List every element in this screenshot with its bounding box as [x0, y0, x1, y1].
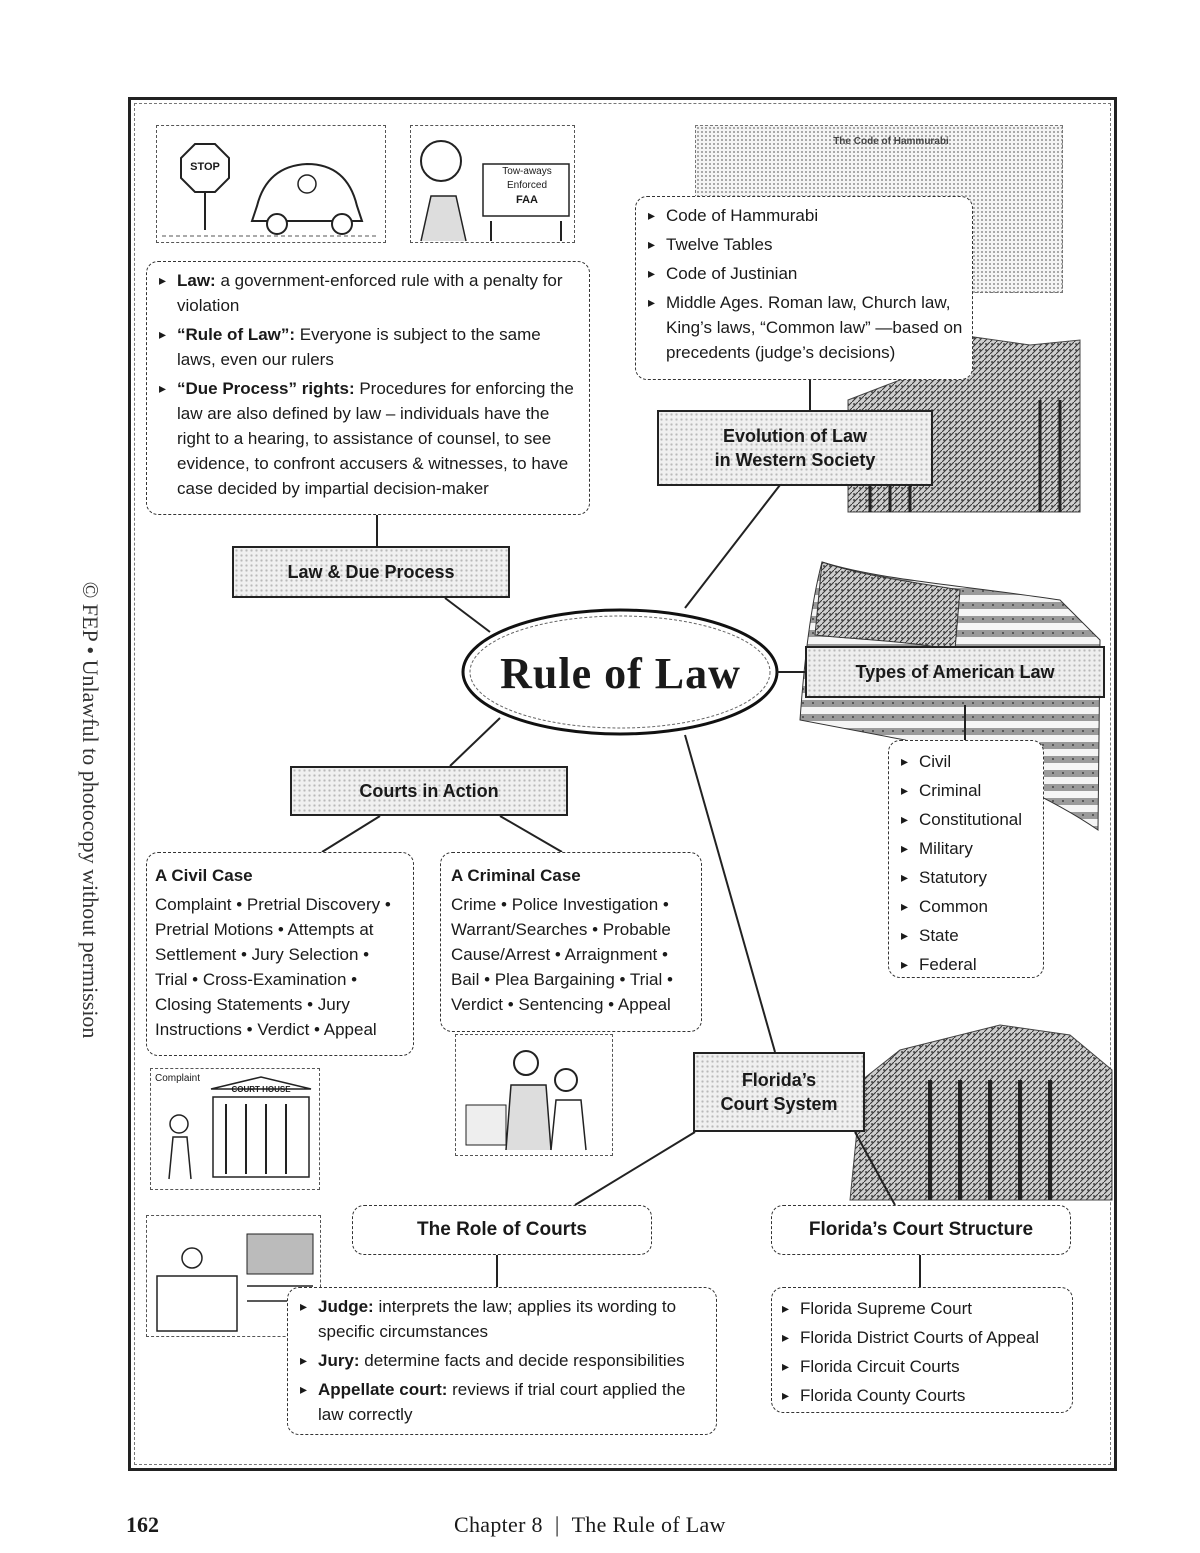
type-item: ▸ Constitutional — [899, 805, 1037, 834]
evolution-label: Evolution of Law in Western Society — [657, 410, 933, 486]
police-arrest-illustration — [455, 1034, 613, 1156]
court-item: ▸ Florida Circuit Courts — [780, 1352, 1066, 1381]
tow-sign-line-2: Enforced — [506, 180, 548, 191]
criminal-case-box — [440, 852, 702, 1032]
footer-separator: | — [554, 1512, 560, 1537]
court-item: ▸ Florida District Courts of Appeal — [780, 1323, 1066, 1352]
traffic-stop-illustration — [156, 125, 386, 243]
court-structure-label: Florida’s Court Structure — [771, 1205, 1071, 1255]
tow-sign-line-1: Tow-aways — [502, 166, 552, 177]
court-item: ▸ Florida Supreme Court — [780, 1294, 1066, 1323]
central-title: Rule of Law — [500, 648, 741, 698]
types-list — [899, 747, 1037, 979]
role-of-courts-label: The Role of Courts — [352, 1205, 652, 1255]
stop-sign-text: STOP — [190, 161, 220, 173]
court-structure-list — [780, 1294, 1066, 1410]
courthouse-complaint-illustration — [150, 1068, 320, 1190]
type-item: ▸ Civil — [899, 747, 1037, 776]
traffic-stop-drawing — [157, 126, 385, 242]
page-number: 162 — [126, 1512, 159, 1537]
rule-of-law-item: ▸ “Rule of Law”: Everyone is subject to the same laws, even our rulers — [157, 322, 579, 372]
copyright-text: © FEP • Unlawful to photocopy without permission — [78, 581, 103, 1039]
complaint-tag: Complaint — [155, 1073, 201, 1084]
law-definitions-list — [157, 268, 579, 501]
civil-case-steps: Complaint • Pretrial Discovery • Pretrial Motions • Attempts at Settlement • Jury Selection • Trial • Cross-Examination • Closing Statements • Jury Instructions • Verdict • Appeal — [155, 895, 391, 1039]
courts-in-action-label: Courts in Action — [290, 766, 568, 816]
florida-court-system-label: Florida’s Court System — [693, 1052, 865, 1132]
type-item: ▸ Military — [899, 834, 1037, 863]
tow-away-illustration — [410, 125, 575, 243]
chapter-title: The Rule of Law — [571, 1512, 726, 1537]
chapter-footer — [454, 1512, 726, 1538]
type-item: ▸ Criminal — [899, 776, 1037, 805]
judge-role-item: ▸ Judge: interprets the law; applies its wording to specific circumstances — [298, 1294, 708, 1344]
evolution-item: ▸ Middle Ages. Roman law, Church law, King’s laws, “Common law” —based on precedents (judge’s decisions) — [646, 290, 964, 365]
court-item: ▸ Florida County Courts — [780, 1381, 1066, 1410]
type-item: ▸ Federal — [899, 950, 1037, 979]
role-of-courts-list — [298, 1294, 708, 1427]
central-topic — [463, 608, 778, 738]
law-item: ▸ Law: a government-enforced rule with a penalty for violation — [157, 268, 579, 318]
type-item: ▸ Statutory — [899, 863, 1037, 892]
court-structure-box — [771, 1287, 1073, 1413]
law-definitions-box — [146, 261, 590, 515]
evolution-list-box — [635, 196, 973, 380]
types-label: Types of American Law — [805, 646, 1105, 698]
jury-role-item: ▸ Jury: determine facts and decide responsibilities — [298, 1348, 708, 1373]
florida-court-building-illustration — [850, 1025, 1112, 1200]
criminal-case-steps: Crime • Police Investigation • Warrant/Searches • Probable Cause/Arrest • Arraignment • Bail • Plea Bargaining • Trial • Verdict • Sentencing • Appeal — [451, 895, 673, 1014]
chapter-label: Chapter 8 — [454, 1512, 543, 1537]
civil-case-title: A Civil Case — [155, 866, 253, 885]
evolution-item: ▸ Code of Justinian — [646, 261, 964, 286]
role-of-courts-box — [287, 1287, 717, 1435]
criminal-case-title: A Criminal Case — [451, 866, 581, 885]
tablet-heading: The Code of Hammurabi — [833, 136, 949, 147]
types-list-box — [888, 740, 1044, 978]
courthouse-sign: COURT HOUSE — [231, 1085, 291, 1094]
evolution-item: ▸ Code of Hammurabi — [646, 203, 964, 228]
evolution-list — [646, 203, 964, 365]
law-due-process-label: Law & Due Process — [232, 546, 510, 598]
appellate-role-item: ▸ Appellate court: reviews if trial court applied the law correctly — [298, 1377, 708, 1427]
due-process-item: ▸ “Due Process” rights: Procedures for enforcing the law are also defined by law – individuals have the right to a hearing, to assistance of counsel, to see evidence, to confront accusers & witnesses, to have case decided by impartial decision-maker — [157, 376, 579, 501]
police-arrest-drawing — [456, 1035, 612, 1155]
civil-case-box — [146, 852, 414, 1056]
type-item: ▸ Common — [899, 892, 1037, 921]
evolution-item: ▸ Twelve Tables — [646, 232, 964, 257]
type-item: ▸ State — [899, 921, 1037, 950]
tow-sign-line-3: FAA — [516, 194, 538, 206]
